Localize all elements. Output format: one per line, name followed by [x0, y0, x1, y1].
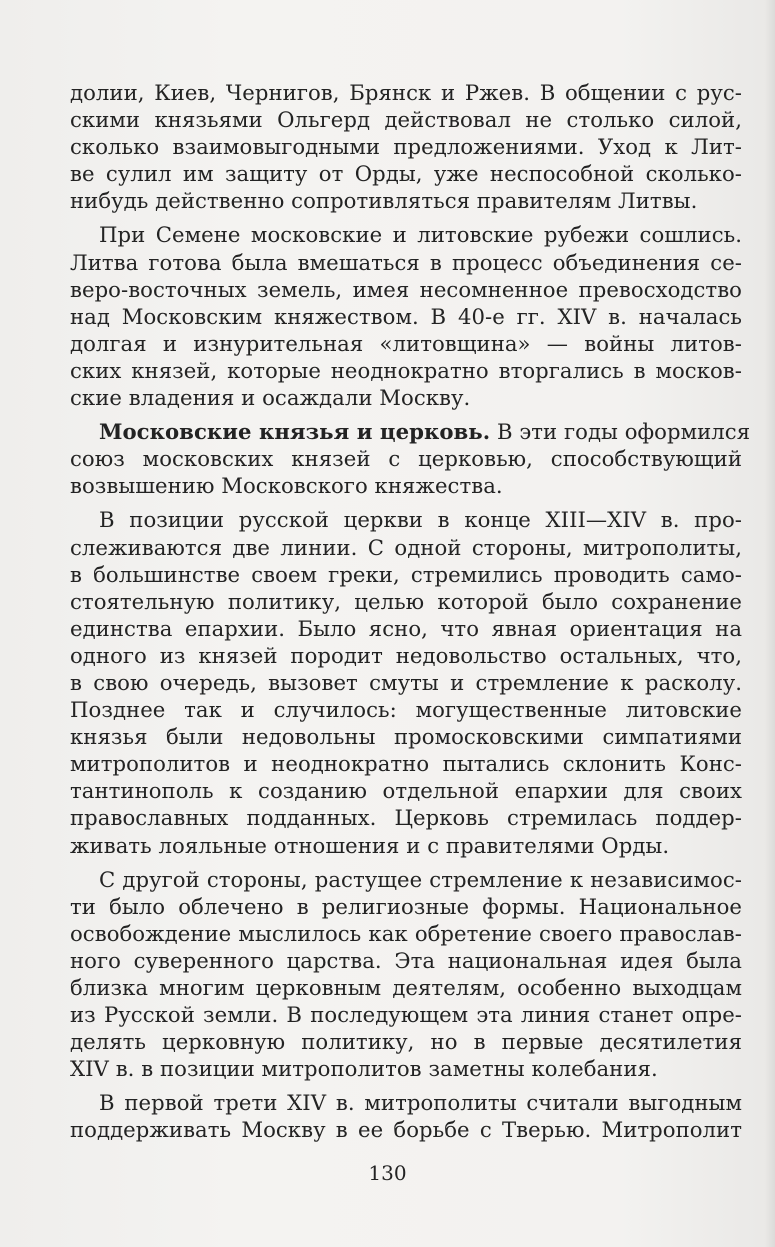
text-line: Позднее так и случилось: могущественные литовские: [70, 697, 742, 723]
text-line: С другой стороны, растущее стремление к независимос-: [99, 866, 742, 892]
text-line: [70, 418, 751, 445]
text-line: одного из князей породит недовольство остальных, что,: [70, 642, 742, 668]
text-line: близка многим церковным деятелям, особенно выходцам: [70, 975, 742, 1000]
paragraph-gap: [70, 859, 742, 866]
text-line: возвышению Московского княжества.: [70, 473, 503, 499]
text-line: ские владения и осаждали Москву.: [70, 385, 471, 411]
text-line: ских князей, которые неоднократно вторгались в москов-: [70, 357, 742, 383]
text-line: веро-восточных земель, имея несомненное превосходство: [70, 276, 742, 302]
paragraph-gap: [70, 214, 742, 221]
page-number: 130: [368, 1161, 407, 1185]
text-line: князья были недовольны промосковскими симпатиями: [70, 724, 742, 750]
text-line: поддерживать Москву в ее борьбе с Тверью. Митрополит: [70, 1117, 742, 1143]
text-line: стоятельную политику, целью которой было сохранение: [70, 588, 742, 614]
text-line: митрополитов и неоднократно пытались склонить Конс-: [70, 751, 742, 777]
text-line: скими князьями Ольгерд действовал не столько силой,: [70, 107, 742, 133]
text-line: союз московских князей с церковью, способствующий: [70, 446, 742, 472]
text-line: освобождение мыслилось как обретение своего православ-: [70, 920, 742, 946]
text-line: делять церковную политику, но в первые десятилетия: [70, 1029, 742, 1055]
section-heading: Московские князья и церковь.: [99, 419, 491, 445]
text-line: слеживаются две линии. С одной стороны, митрополиты,: [70, 534, 742, 560]
paragraph-gap: [70, 499, 742, 506]
paragraph-6: [70, 1089, 742, 1143]
text-line: ве сулил им защиту от Орды, уже неспособной сколько-: [70, 161, 742, 187]
text-line: XIV в. в позиции митрополитов заметны колебания.: [70, 1056, 658, 1082]
paragraph-5: [70, 866, 742, 1083]
body-text: [70, 79, 751, 1144]
paragraph-4: [70, 506, 742, 858]
text-line: православных подданных. Церковь стремилась поддер-: [70, 805, 742, 831]
text-line: ти было облечено в религиозные формы. Национальное: [70, 893, 742, 919]
text-line: тантинополь к созданию отдельной епархии для своих: [70, 778, 742, 804]
paragraph-gap: [70, 1082, 742, 1089]
text-line: При Семене московские и литовские рубежи сошлись.: [99, 222, 742, 248]
text-line: сколько взаимовыгодными предложениями. Уход к Лит-: [70, 134, 742, 160]
text-line: долии, Киев, Чернигов, Брянск и Ржев. В общении с рус-: [70, 80, 742, 105]
page-edge-shadow: [765, 0, 775, 1247]
paragraph-3: [70, 418, 751, 499]
paragraph-gap: [70, 411, 742, 418]
text-line: нибудь действенно сопротивляться правителям Литвы.: [70, 188, 698, 214]
paragraph-2: [70, 221, 742, 411]
text-line: Литва готова была вмешаться в процесс объединения се-: [70, 249, 742, 275]
text-line: в свою очередь, вызовет смуты и стремление к расколу.: [70, 669, 742, 695]
text-line: в большинстве своем греки, стремились проводить само-: [70, 561, 742, 587]
text-line: над Московским княжеством. В 40-е гг. XIV в. началась: [70, 303, 742, 329]
text-line: живать лояльные отношения и с правителями Орды.: [70, 832, 670, 858]
text-line: В первой трети XIV в. митрополиты считали выгодным: [99, 1090, 742, 1116]
text-line: В позиции русской церкви в конце XIII—XIV в. про-: [99, 507, 742, 533]
text-line: единства епархии. Было ясно, что явная ориентация на: [70, 615, 742, 641]
text-run: В эти годы оформился: [490, 419, 751, 445]
paragraph-1: [70, 79, 742, 214]
text-line: из Русской земли. В последующем эта линия станет опре-: [70, 1002, 742, 1028]
text-line: ного суверенного царства. Эта национальная идея была: [70, 947, 742, 973]
text-line: долгая и изнурительная «литовщина» — войны литов-: [70, 330, 742, 356]
